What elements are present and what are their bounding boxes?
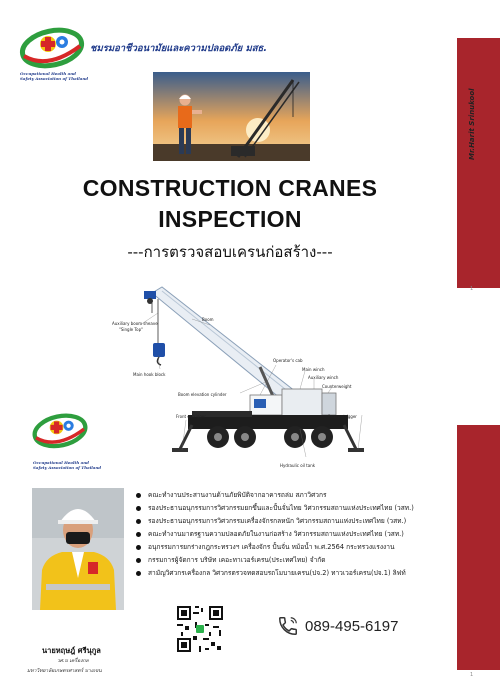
label-front-outrigger: Front outrigger bbox=[176, 414, 206, 419]
label-hydraulic-oil-tank: Hydraulic oil tank bbox=[280, 463, 316, 468]
label-main-winch: Main winch bbox=[302, 367, 325, 372]
qualification-item: อนุกรรมการยกร่างกฎกระทรวงฯ เครื่องจักร ปั้นจั่น หม้อน้ำ พ.ศ.2564 กระทรวงแรงงาน bbox=[134, 541, 459, 554]
qualification-item: รองประธานอนุกรรมการวิศวกรรมเครื่องจักรกลหนัก วิศวกรรมสถานแห่งประเทศไทย (วสท.) bbox=[134, 515, 459, 528]
qualification-item: รองประธานอนุกรรมการวิศวกรรมยกขึ้นและปั้นจั่นไทย วิศวกรรมสถานแห่งประเทศไทย (วสท.) bbox=[134, 502, 459, 515]
qr-code[interactable] bbox=[175, 604, 225, 654]
subtitle-thai: ---การตรวจสอบเครนก่อสร้าง--- bbox=[127, 243, 333, 261]
qualification-list bbox=[134, 489, 459, 580]
person-photo bbox=[32, 488, 124, 610]
association-logo-small bbox=[30, 412, 90, 460]
person-name: นายหฤษฎ์ ศรีนุกูล bbox=[42, 646, 101, 655]
phone-icon bbox=[277, 614, 299, 638]
label-main-hook-block: Main hook block bbox=[133, 372, 166, 377]
association-name: ชมรมอาชีวอนามัยและความปลอดภัย มสธ. bbox=[90, 43, 267, 54]
side-strip-bottom bbox=[457, 425, 500, 670]
label-boom-elevation-cylinder: Boom elevation cylinder bbox=[178, 392, 227, 397]
side-strip-top bbox=[457, 38, 500, 288]
label-boom: Boom bbox=[202, 317, 214, 322]
logo-caption-small: Occupational Health and Safety Association of Thailand bbox=[33, 460, 102, 470]
page-marker-bottom: 1 bbox=[470, 672, 474, 678]
qualification-item: คณะทำงานมาตรฐานความปลอดภัยในงานก่อสร้าง วิศวกรรมสถานแห่งประเทศไทย (วสท.) bbox=[134, 528, 459, 541]
author-vertical-label: Mr.Harit Srinukool bbox=[468, 88, 476, 160]
logo-caption: Occupational Health and Safety Association of Thailand bbox=[20, 71, 89, 81]
label-rear-outrigger: Rear outrigger bbox=[328, 414, 357, 419]
page-marker-top: 1 bbox=[470, 286, 474, 292]
label-aux-boom-sheave: Auxiliary boom sheave bbox=[112, 321, 158, 326]
title-line-2: INSPECTION bbox=[158, 206, 302, 232]
hero-photo-construction-worker bbox=[153, 72, 310, 161]
label-aux-winch: Auxiliary winch bbox=[308, 375, 339, 380]
qualification-item: กรรมการผู้จัดการ บริษัท เคอะทาเวอร์เครน(ประเทศไทย) จำกัด bbox=[134, 554, 459, 567]
label-single-top: "Single Top" bbox=[119, 327, 143, 332]
title-line-1: CONSTRUCTION CRANES bbox=[82, 175, 378, 201]
label-counterweight: Counterweight bbox=[322, 384, 352, 389]
label-operator-cab: Operator's cab bbox=[273, 358, 303, 363]
qualification-item: คณะทำงานประสานงานด้านภัยพิบัติจากอาคารถล่ม สภาวิศวกร bbox=[134, 489, 459, 502]
qualification-item: สามัญวิศวกรเครื่องกล วิศวกรตรวจทดสอบรถโมบายเครน(ปจ.2) ทาวเวอร์เครน(ปจ.1) ลิฟท์ bbox=[134, 567, 459, 580]
person-degree: วศ.บ เครื่องกล bbox=[57, 658, 89, 664]
phone-number[interactable]: 089-495-6197 bbox=[305, 618, 399, 635]
person-university: มหาวิทยาลัยเกษตรศาสตร์ บางเขน bbox=[27, 668, 102, 674]
